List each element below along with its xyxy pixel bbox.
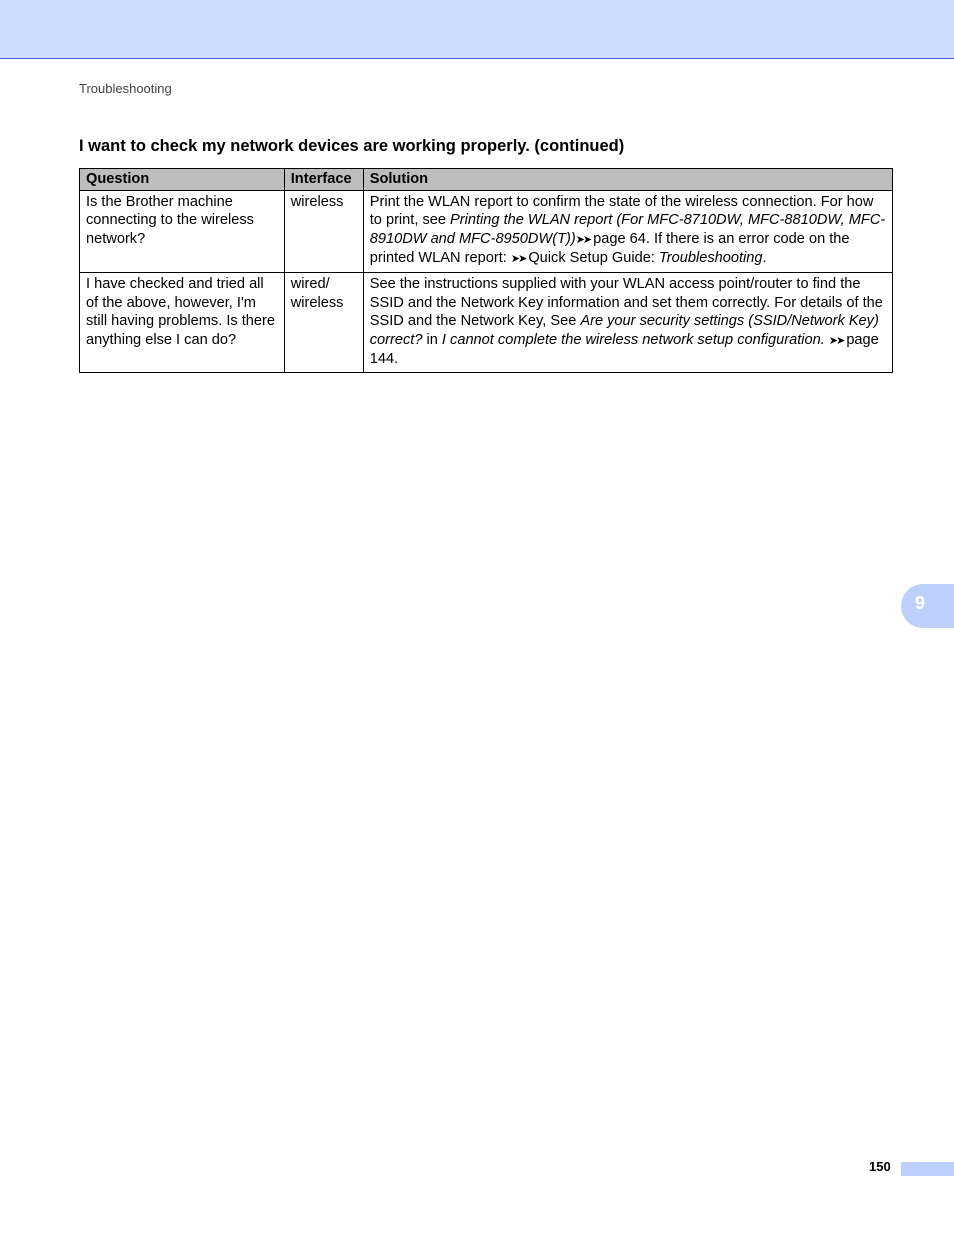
interface-cell [284, 272, 363, 372]
reference-link[interactable]: Are your security settings (SSID/Network Key) correct? [369, 313, 879, 348]
chapter-tab [901, 584, 954, 628]
solution-text: See the instructions supplied with your WLAN access point/router to find the SSID and the Network Key information and set them correctly. For details of the SSID and the Network Key, See [369, 275, 883, 330]
page-number-bar [901, 1162, 954, 1176]
table-row [80, 190, 893, 272]
reference-link[interactable]: Troubleshooting [658, 250, 763, 267]
troubleshooting-table [79, 168, 893, 373]
interface-text: wired/ wireless [290, 275, 344, 311]
header-interface: Interface [284, 169, 363, 191]
double-arrow-icon: ➤➤ [575, 233, 591, 246]
double-arrow-icon: ➤➤ [828, 334, 844, 347]
page-number: 150 [869, 1159, 891, 1174]
header-solution: Solution [363, 169, 892, 191]
section-title: I want to check my network devices are working properly. (continued) [79, 137, 625, 155]
chapter-number: 9 [915, 593, 926, 613]
reference-link[interactable]: I cannot complete the wireless network setup configuration. [441, 331, 825, 348]
running-header: Troubleshooting [79, 81, 172, 96]
header-question: Question [80, 169, 285, 191]
solution-text: page 64. If there is an error code on the printed WLAN report: [369, 230, 850, 267]
solution-cell [363, 272, 892, 372]
solution-text: . [762, 250, 767, 267]
solution-text: page 144. [369, 331, 879, 368]
reference-link[interactable]: Printing the WLAN report (For MFC-8710DW, MFC-8810DW, MFC-8910DW and MFC-8950DW(T)) [369, 212, 886, 247]
solution-cell [363, 190, 892, 272]
solution-text: Print the WLAN report to confirm the state of the wireless connection. For how to print, see [369, 193, 874, 229]
top-header-band [0, 0, 954, 59]
double-arrow-icon: ➤➤ [510, 253, 526, 266]
interface-cell: wireless [284, 190, 363, 272]
question-cell: I have checked and tried all of the above, however, I'm still having problems. Is there anything else I can do? [80, 272, 285, 372]
table-row [80, 272, 893, 372]
solution-text: in [422, 331, 442, 348]
solution-text: Quick Setup Guide: [528, 250, 659, 267]
table-header-row [80, 169, 893, 191]
question-cell: Is the Brother machine connecting to the wireless network? [80, 190, 285, 272]
